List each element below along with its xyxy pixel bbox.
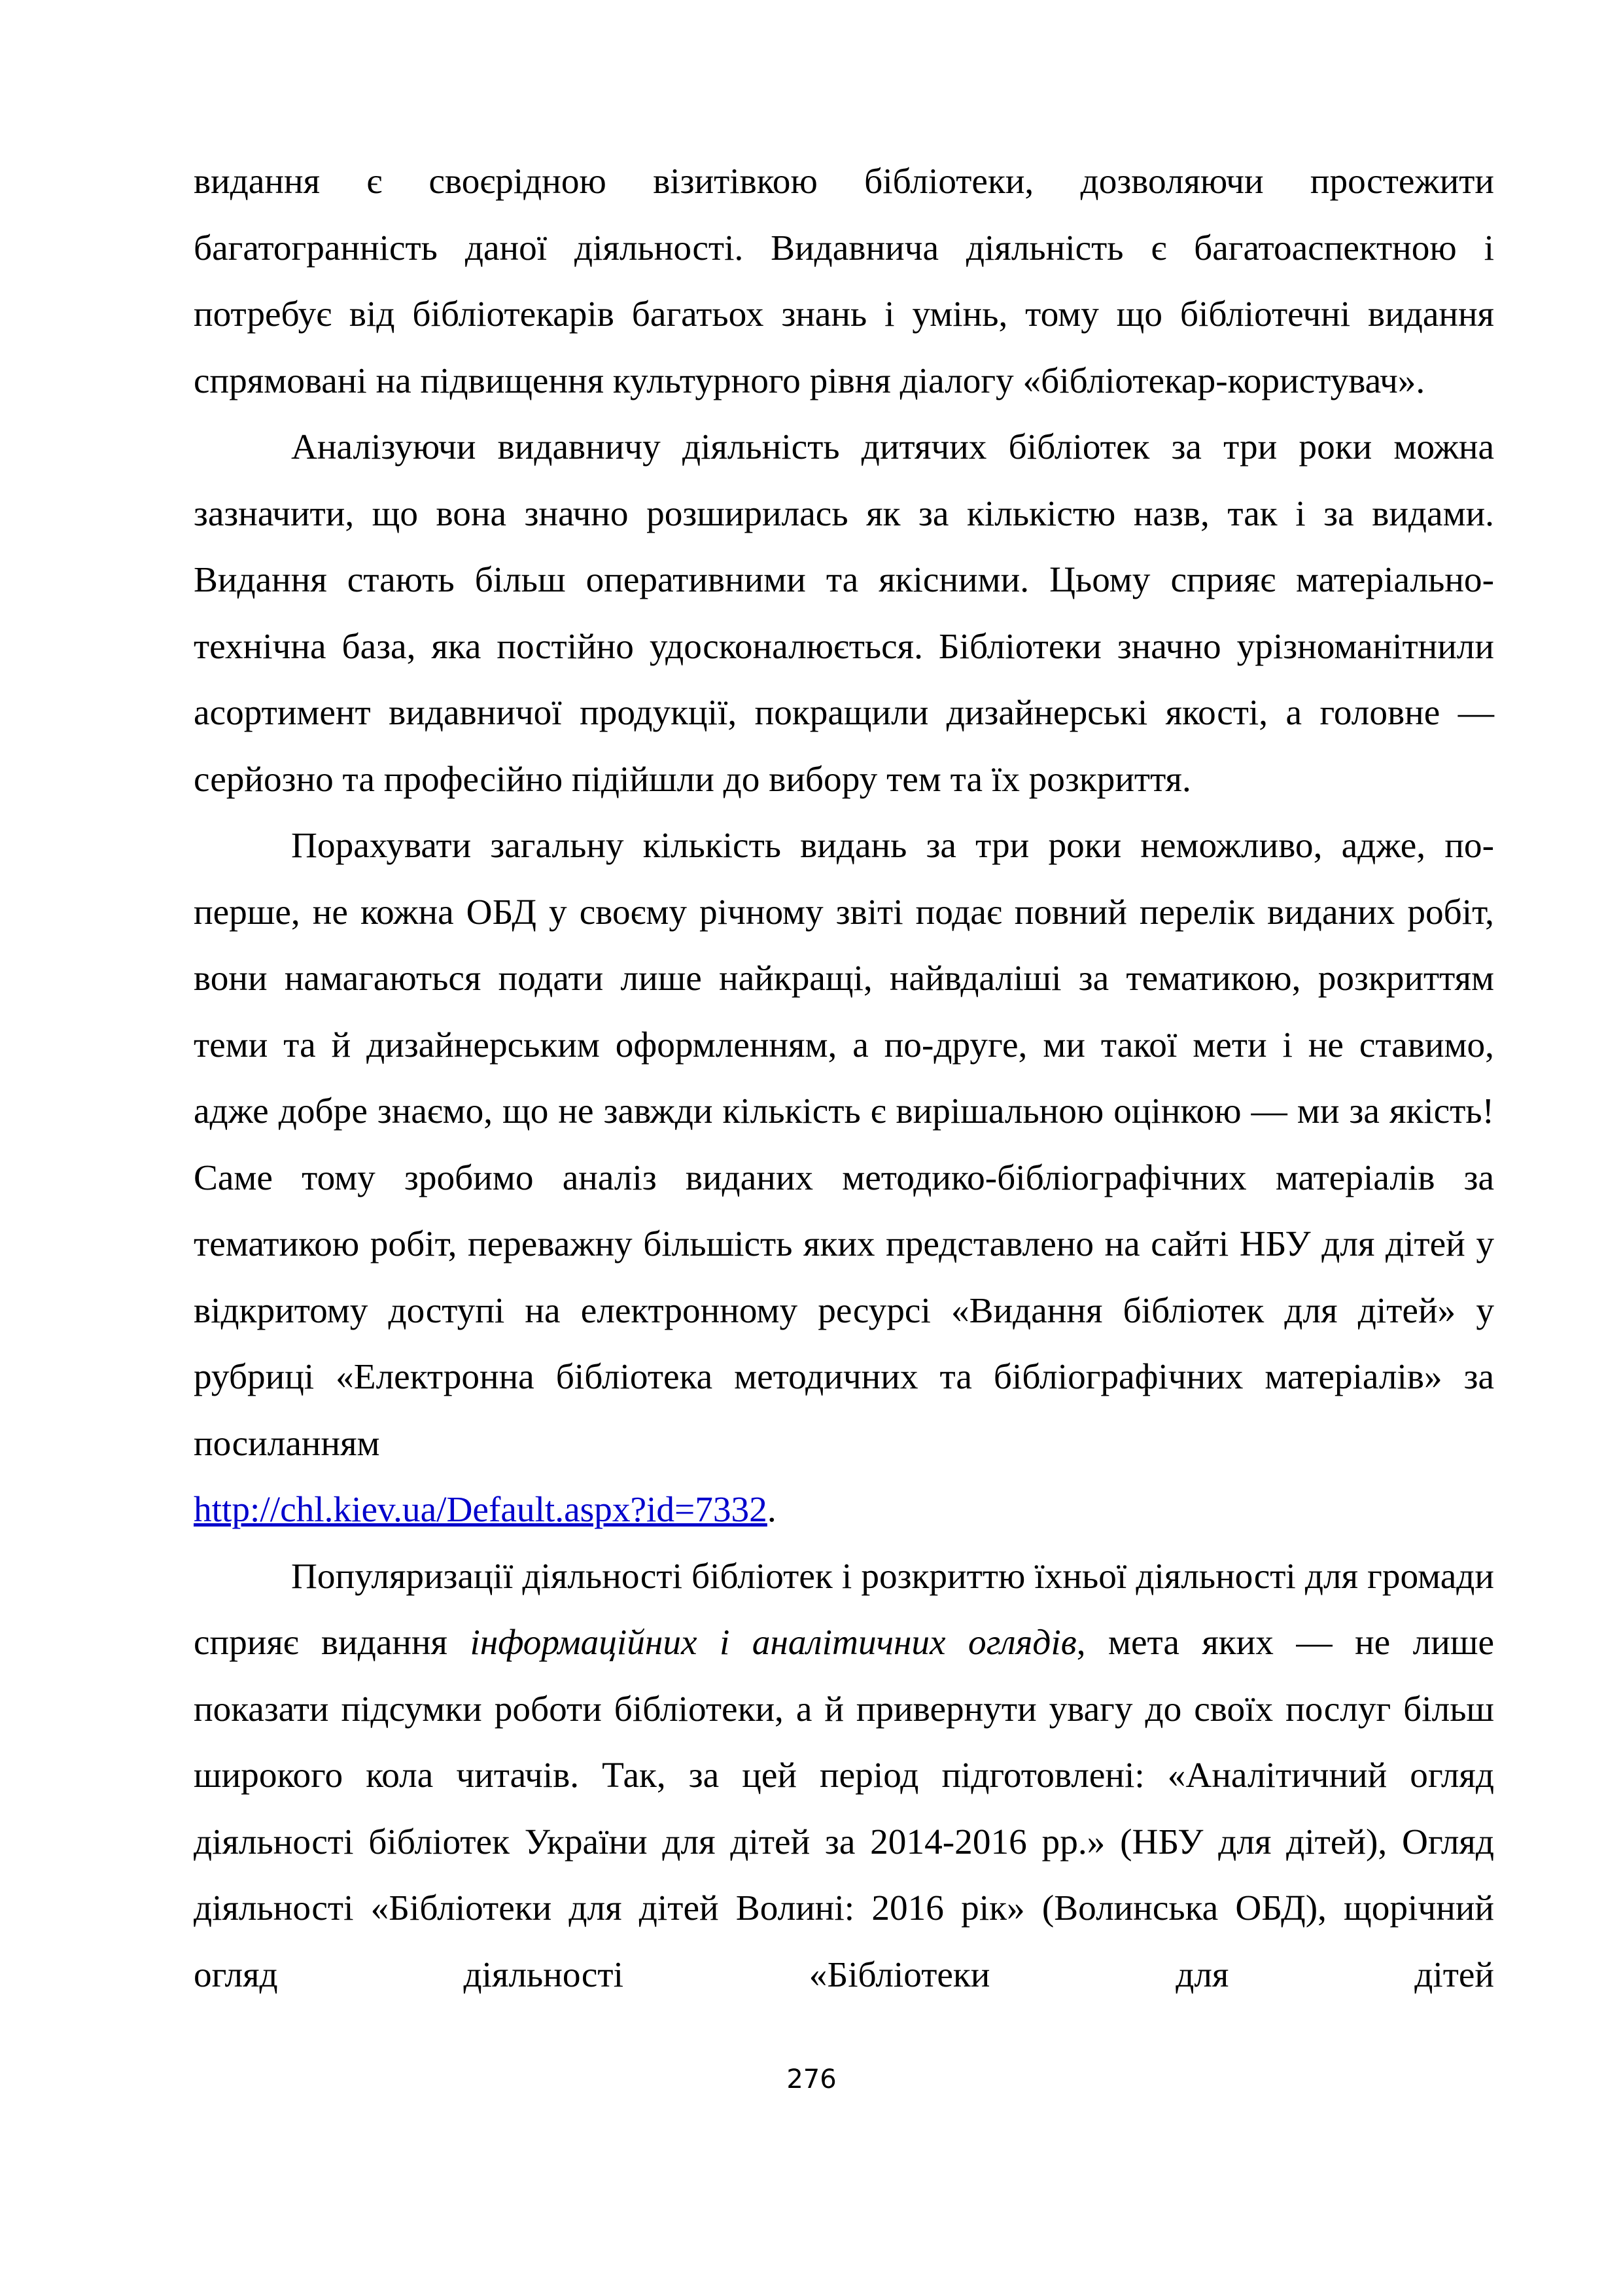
web-link[interactable]: http://chl.kiev.ua/Default.aspx?id=7332 bbox=[194, 1489, 767, 1529]
paragraph-4-text-before: Популяризації діяльності бібліотек і розкриттю їхньої діяльності для громади сприяє видання bbox=[194, 1555, 1494, 1662]
paragraph-4-italic: інформаційних і аналітичних оглядів bbox=[470, 1622, 1077, 1662]
link-trailing-period: . bbox=[767, 1489, 777, 1529]
page-number: 276 bbox=[786, 2064, 837, 2094]
paragraph-3 bbox=[194, 812, 1494, 1476]
paragraph-4-text-after: , мета яких — не лише показати підсумки роботи бібліотеки, а й привернути увагу до своїх послуг більш широкого кола читачів. Так, за цей період підготовлені: «Аналітичний огляд діяльності бібліотек України для дітей за 2014-2016 рр.» (НБУ для дітей), Огляд діяльності «Бібліотеки для дітей Волині: 2016 рік» (Волинська ОБД), щорічний огляд діяльності «Бібліотеки для дітей bbox=[194, 1622, 1494, 1994]
paragraph-3-text: Порахувати загальну кількість видань за три роки неможливо, адже, по-перше, не кожна ОБД у своєму річному звіті подає повний перелік виданих робіт, вони намагаються подати лише найкращі, найвдаліші за тематикою, розкриттям теми та й дизайнерським оформленням, а по-друге, ми такої мети і не ставимо, адже добре знаємо, що не завжди кількість є вирішальною оцінкою — ми за якість! Саме тому зробимо аналіз виданих методико-бібліографічних матеріалів за тематикою робіт, переважну більшість яких представлено на сайті НБУ для дітей у відкритому доступі на електронному ресурсі «Видання бібліотек для дітей» у рубриці «Електронна бібліотека методичних та бібліографічних матеріалів» за посиланням bbox=[194, 825, 1494, 1463]
paragraph-2: Аналізуючи видавничу діяльність дитячих бібліотек за три роки можна зазначити, що вона значно розширилась як за кількістю назв, так і за видами. Видання стають більш оперативними та якісними. Цьому сприяє матеріально-технічна база, яка постійно удосконалюється. Бібліотеки значно урізноманітнили асортимент видавничої продукції, покращили дизайнерські якості, а головне — серйозно та професійно підійшли до вибору тем та їх розкриття. bbox=[194, 427, 1494, 799]
paragraph-4 bbox=[194, 1543, 1494, 2008]
paragraph-1: видання є своєрідною візитівкою бібліотеки, дозволяючи простежити багатогранність даної діяльності. Видавнича діяльність є багатоаспектною і потребує від бібліотекарів багатьох знань і умінь, тому що бібліотечні видання спрямовані на підвищення культурного рівня діалогу «бібліотекар-користувач». bbox=[194, 161, 1494, 400]
link-line bbox=[194, 1476, 1494, 1543]
body-text bbox=[194, 148, 1494, 2007]
